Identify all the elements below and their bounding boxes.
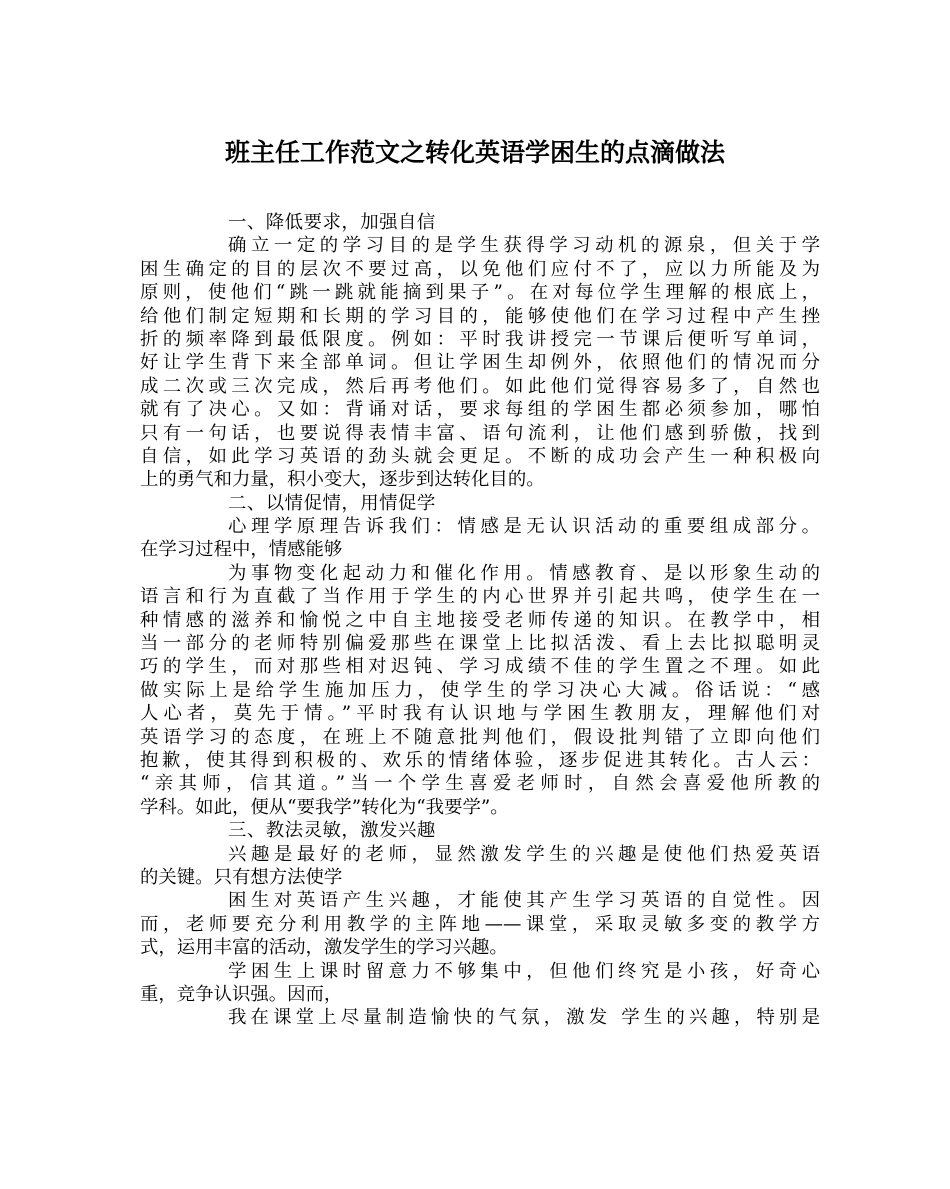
paragraph-line: 就有了决心。又如：背诵对话，要求每组的学困生都必须参加，哪怕 <box>140 399 820 421</box>
paragraph-line: 困生确定的目的层次不要过高，以免他们应付不了，应以力所能及为 <box>140 258 820 280</box>
paragraph-line: 抱歉，使其得到积极的、欢乐的情绪体验，逐步促进其转化。古人云： <box>140 749 820 771</box>
paragraph-line: 给他们制定短期和长期的学习目的，能够使他们在学习过程中产生挫 <box>140 305 820 327</box>
paragraph-line: 为事物变化起动力和催化作用。情感教育、是以形象生动的 <box>228 562 820 584</box>
paragraph-line: 而，老师要充分利用教学的主阵地——课堂，采取灵敏多变的教学方 <box>140 913 820 935</box>
paragraph-line: 在学习过程中，情感能够 <box>140 539 343 561</box>
paragraph-line: 当一部分的老师特别偏爱那些在课堂上比拟活泼、看上去比拟聪明灵 <box>140 633 820 655</box>
document-title: 班主任工作范文之转化英语学困生的点滴做法 <box>224 138 725 167</box>
paragraph-line: 式，运用丰富的活动，激发学生的学习兴趣。 <box>140 937 508 959</box>
paragraph-line: 学困生上课时留意力不够集中，但他们终究是小孩，好奇心 <box>228 960 820 982</box>
section-heading-3: 三、教法灵敏，激发兴趣 <box>228 820 436 842</box>
paragraph-line: “亲其师，信其道。”当一个学生喜爱老师时，自然会喜爱他所教的 <box>140 773 820 795</box>
paragraph-line: 我在课堂上尽量制造愉快的气氛，激发 学生的兴趣，特别是 <box>228 1007 820 1029</box>
paragraph-line: 心理学原理告诉我们：情感是无认识活动的重要组成部分。 <box>228 516 820 538</box>
paragraph-line: 英语学习的态度，在班上不随意批判他们，假设批判错了立即向他们 <box>140 726 820 748</box>
paragraph-line: 好让学生背下来全部单词。但让学困生却例外，依照他们的情况而分 <box>140 352 820 374</box>
paragraph-line: 重，竞争认识强。因而， <box>140 983 343 1005</box>
paragraph-line: 上的勇气和力量，积小变大，逐步到达转化目的。 <box>140 469 545 491</box>
paragraph-line: 确立一定的学习目的是学生获得学习动机的源泉，但关于学 <box>228 235 820 257</box>
paragraph-line: 成二次或三次完成，然后再考他们。如此他们觉得容易多了，自然也 <box>140 375 820 397</box>
document-body <box>140 211 820 1030</box>
paragraph-line: 种情感的滋养和愉悦之中自主地接受老师传递的知识。在教学中，相 <box>140 609 820 631</box>
paragraph-line: 语言和行为直截了当作用于学生的内心世界并引起共鸣，使学生在一 <box>140 586 820 608</box>
paragraph-line: 巧的学生，而对那些相对迟钝、学习成绩不佳的学生置之不理。如此 <box>140 656 820 678</box>
paragraph-line: 做实际上是给学生施加压力，使学生的学习决心大减。俗话说：“感 <box>140 679 820 701</box>
section-heading-2: 二、以情促情，用情促学 <box>228 492 436 514</box>
paragraph-line: 困生对英语产生兴趣，才能使其产生学习英语的自觉性。因 <box>228 890 820 912</box>
paragraph-line: 的关键。只有想方法使学 <box>140 866 343 888</box>
paragraph-line: 折的频率降到最低限度。例如：平时我讲授完一节课后便听写单词， <box>140 328 820 350</box>
paragraph-line: 自信，如此学习英语的劲头就会更足。不断的成功会产生一种积极向 <box>140 445 820 467</box>
paragraph-line: 兴趣是最好的老师，显然激发学生的兴趣是使他们热爱英语 <box>228 843 820 865</box>
paragraph-line: 只有一句话，也要说得表情丰富、语句流利，让他们感到骄傲，找到 <box>140 422 820 444</box>
section-heading-1: 一、降低要求，加强自信 <box>228 212 436 233</box>
paragraph-line: 人心者，莫先于情。”平时我有认识地与学困生教朋友，理解他们对 <box>140 703 820 725</box>
paragraph-line: 原则，使他们“跳一跳就能摘到果子”。在对每位学生理解的根底上， <box>140 282 820 304</box>
paragraph-line: 学科。如此，便从“要我学”转化为“我要学”。 <box>140 796 509 818</box>
